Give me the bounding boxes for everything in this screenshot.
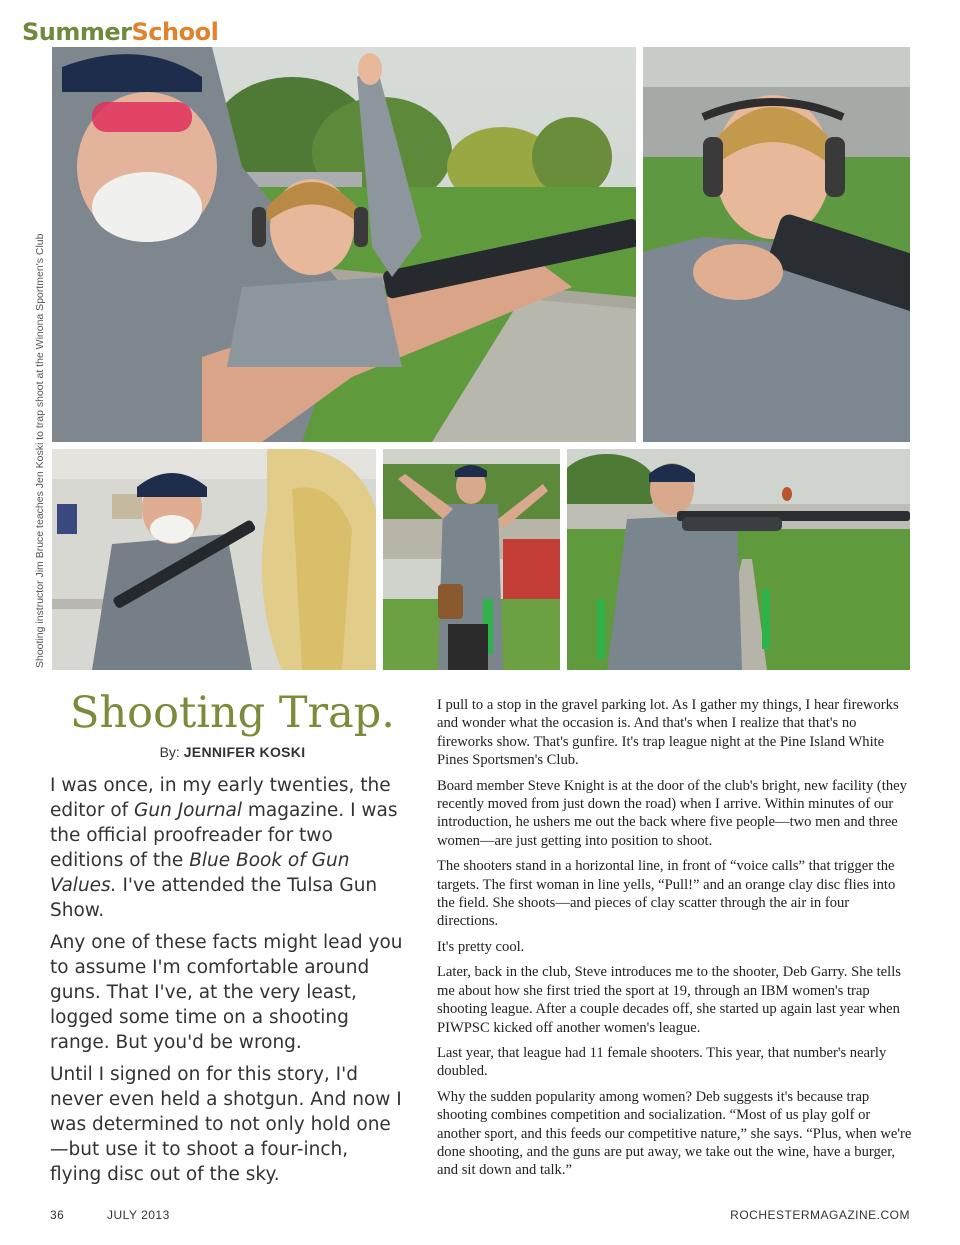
issue-date: JULY 2013 (107, 1208, 170, 1222)
page-number: 36 (50, 1208, 65, 1222)
article-intro-column (50, 773, 405, 1194)
byline-prefix: By: (159, 744, 180, 760)
photo-instructor-arms-raised (383, 449, 560, 670)
intro-italic-text: Gun Journal (134, 800, 243, 821)
body-paragraph: It's pretty cool. (437, 938, 525, 955)
intro-text: I've attended the Tulsa Gun Show. (50, 875, 378, 921)
section-label-word1: Summer (22, 18, 132, 46)
intro-paragraph (50, 773, 405, 923)
body-paragraph: I pull to a stop in the gravel parking lot. As I gather my things, I hear fireworks and wonder what the occasion is. And that's when I realize that that's no fireworks show. That's gunfire. It's trap league night at the Pine Island White Pines Sportsmen's Club. (437, 697, 899, 769)
intro-paragraph (50, 1062, 405, 1187)
body-paragraph: Later, back in the club, Steve introduces me to the shooter, Deb Garry. She tells me about how she first tried the sport at 19, through an IBM women's trap shooting league. After a couple decades off, she started up again last year when PIWPSC kicked off another women's league. (437, 964, 901, 1036)
article-title: Shooting Trap. (70, 688, 395, 738)
article-body-column (437, 696, 912, 1187)
photo-instructor-indoors-with-shotgun (52, 449, 376, 670)
intro-text: Until I signed on for this story, I'd never even held a shotgun. And now I was determined to not only hold one—but use it to shoot a four-inch, flying disc out of the sky. (50, 1064, 402, 1185)
intro-italic-text: Blue Book of Gun Values. (50, 850, 350, 896)
website-footer: ROCHESTERMAGAZINE.COM (730, 1208, 910, 1222)
intro-text: magazine. I was the official proofreader for two editions of the (50, 800, 398, 871)
intro-text: I was once, in my early twenties, the editor of (50, 775, 391, 821)
body-paragraph: Why the sudden popularity among women? Deb suggests it's because trap shooting combines competition and socialization. “Most of us play golf or another sport, and this feeds our competitive nature,” she says. “Plus, when we're done shooting, and the guns are put away, we take out the wine, have a burger, and sit down and talk.” (437, 1088, 912, 1179)
byline-author: JENNIFER KOSKI (183, 744, 306, 760)
photo-student-aiming (643, 47, 910, 442)
section-label-word2: School (131, 18, 219, 46)
photo-instructor-and-student-celebrating (52, 47, 636, 442)
photo-caption: Shooting instructor Jim Bruce teaches Jen Koski to trap shoot at the Winona Sportmen's Club (34, 233, 46, 668)
body-paragraph: The shooters stand in a horizontal line, in front of “voice calls” that trigger the targets. The first woman in line yells, “Pull!” and an orange clay disc flies into the field. She shoots—and pieces of clay scatter through the air in four directions. (437, 858, 896, 930)
byline (50, 744, 415, 760)
body-paragraph: Board member Steve Knight is at the door of the club's bright, new facility (they recently moved from just down the road) when I arrive. Within minutes of our introduction, he ushers me out the back where five people—two men and three women—are just getting into position to shoot. (437, 777, 907, 849)
section-label (22, 18, 218, 46)
intro-text: Any one of these facts might lead you to assume I'm comfortable around guns. That I've, at the very least, logged some time on a shooting range. But you'd be wrong. (50, 932, 403, 1053)
intro-paragraph (50, 930, 405, 1055)
photo-instructor-shooting (567, 449, 910, 670)
body-paragraph: Last year, that league had 11 female shooters. This year, that number's nearly doubled. (437, 1044, 887, 1080)
